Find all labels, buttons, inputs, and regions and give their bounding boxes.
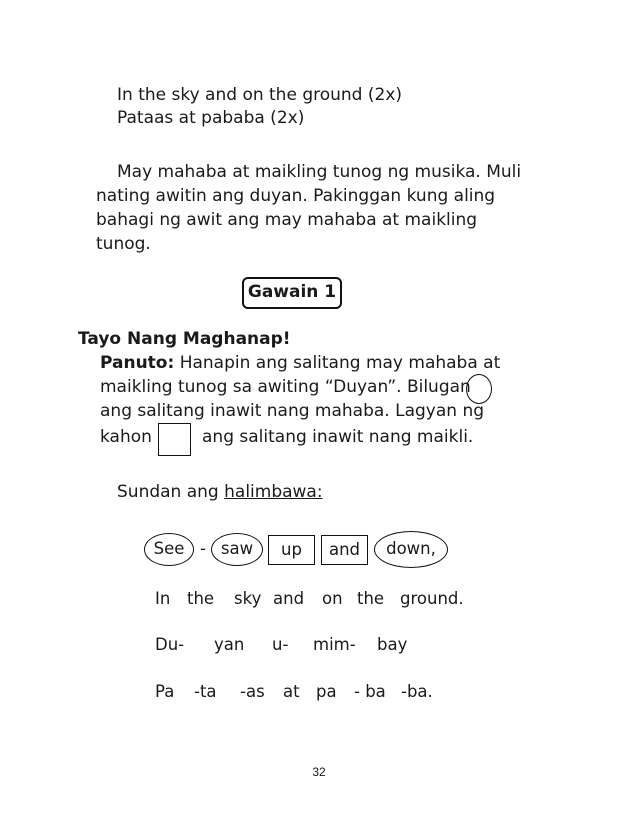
row4-word: pa (316, 682, 337, 701)
panuto-text: Hanapin ang salitang may mahaba at (174, 353, 501, 373)
lyric-line-1: In the sky and on the ground (2x) (117, 85, 403, 105)
word-and-boxed: and (321, 535, 368, 565)
row2-word: In (155, 589, 171, 608)
row4-word: -as (240, 682, 265, 701)
intro-line-1: May mahaba at maikling tunog ng musika. Muli (117, 162, 522, 182)
activity-title-box: Gawain 1 (242, 277, 342, 309)
square-symbol-icon (158, 423, 191, 456)
row4-word: -ba. (401, 682, 433, 701)
instructions-line-1 (100, 352, 500, 374)
row3-word: mim- (313, 635, 356, 654)
panuto-label: Panuto: (100, 353, 175, 373)
row3-word: u- (272, 635, 289, 654)
word-up-boxed: up (268, 535, 315, 565)
example-intro-link: halimbawa: (224, 482, 323, 502)
lyric-line-2: Pataas at pababa (2x) (117, 108, 305, 128)
word-saw-circled: saw (211, 533, 263, 566)
activity-heading: Tayo Nang Maghanap! (78, 329, 291, 349)
word-down-circled: down, (374, 531, 448, 568)
row2-word: ground. (400, 589, 464, 608)
row2-word: and (273, 589, 305, 608)
row4-word: -ta (194, 682, 217, 701)
row3-word: bay (377, 635, 408, 654)
intro-line-4: tunog. (96, 234, 151, 254)
instructions-line-2: maikling tunog sa awiting “Duyan”. Bilugan (100, 377, 471, 397)
word-see-circled: See (144, 533, 194, 566)
instructions-line-4b: ang salitang inawit nang maikli. (202, 427, 474, 447)
instructions-line-4a: kahon (100, 427, 152, 447)
page-number: 32 (312, 765, 326, 779)
row3-word: yan (214, 635, 245, 654)
row2-word: the (187, 589, 215, 608)
row4-word: at (283, 682, 300, 701)
example-intro (117, 481, 323, 503)
row3-word: Du- (155, 635, 185, 654)
example-intro-text: Sundan ang (117, 482, 225, 502)
row2-word: the (357, 589, 385, 608)
row4-word: Pa (155, 682, 175, 701)
intro-line-3: bahagi ng awit ang may mahaba at maikling (96, 210, 478, 230)
instructions-line-3: ang salitang inawit nang mahaba. Lagyan ng (100, 401, 485, 421)
dash: - (200, 539, 206, 558)
row2-word: on (322, 589, 343, 608)
intro-line-2: nating awitin ang duyan. Pakinggan kung aling (96, 186, 496, 206)
row2-word: sky (234, 589, 262, 608)
row4-word: - ba (354, 682, 386, 701)
